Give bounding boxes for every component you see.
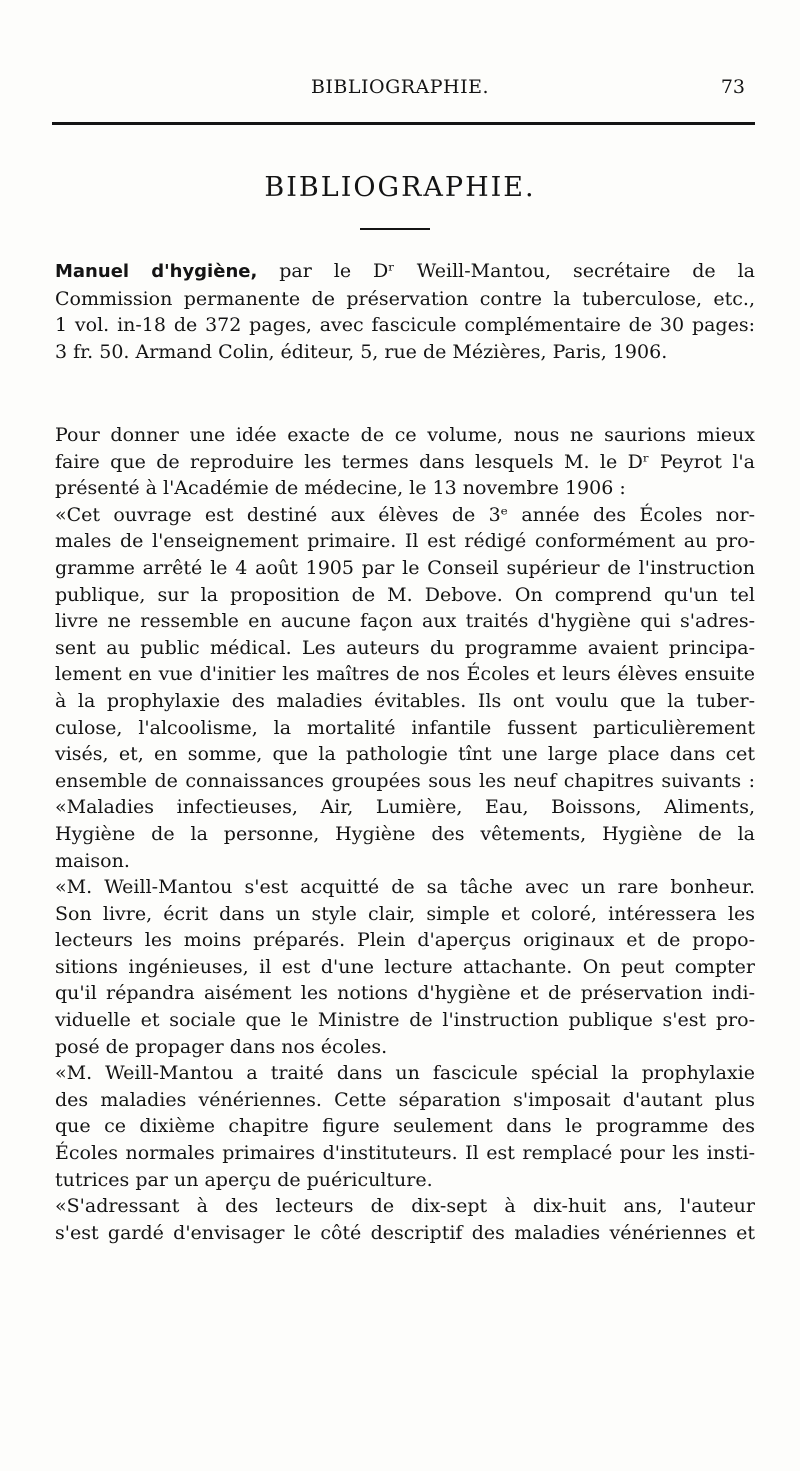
text-line: qu'il répandra aisément les notions d'hygiène et de préservation indi- (55, 982, 755, 1005)
text-line: «M. Weill-Mantou a traité dans un fascicule spécial la prophylaxie (55, 1062, 755, 1085)
text-line: livre ne ressemble en aucune façon aux traités d'hygiène qui s'adres- (55, 610, 755, 633)
bibliography-entry (55, 258, 755, 365)
text-line: publique, sur la proposition de M. Debove. On comprend qu'un tel (55, 583, 755, 606)
text-line: Écoles normales primaires d'instituteurs. Il est remplacé pour les insti- (55, 1142, 755, 1165)
text-line: ensemble de connaissances groupées sous les neuf chapitres suivants : (55, 769, 755, 792)
text-line: «M. Weill-Mantou s'est acquitté de sa tâche avec un rare bonheur. (55, 876, 755, 899)
text-line: Pour donner une idée exacte de ce volume, nous ne saurions mieux (55, 424, 755, 446)
text-line: lement en vue d'initier les maîtres de nos Écoles et leurs élèves ensuite (55, 663, 755, 686)
entry-line: Commission permanente de préservation contre la tuberculose, etc., (55, 287, 755, 310)
text-line: males de l'enseignement primaire. Il est rédigé conformément au pro- (55, 530, 755, 553)
text-line: sent au public médical. Les auteurs du programme avaient principa- (55, 636, 755, 659)
entry-title: Manuel d'hygiène, (55, 261, 258, 282)
page-number: 73 (720, 76, 745, 98)
text-line: posé de propager dans nos écoles. (55, 1035, 388, 1058)
text-line: Hygiène de la personne, Hygiène des vêtements, Hygiène de la (55, 822, 755, 845)
entry-line: 3 fr. 50. Armand Colin, éditeur, 5, rue de Mézières, Paris, 1906. (55, 340, 668, 363)
text-line: présenté à l'Académie de médecine, le 13 novembre 1906 : (55, 477, 626, 500)
section-title: BIBLIOGRAPHIE. (264, 172, 536, 203)
text-line: sitions ingénieuses, il est d'une lecture attachante. On peut compter (55, 955, 755, 978)
entry-line: 1 vol. in-18 de 372 pages, avec fascicule complémentaire de 30 pages: (55, 314, 755, 337)
text-line: des maladies vénériennes. Cette séparation s'imposait d'autant plus (55, 1088, 755, 1111)
text-line: «Maladies infectieuses, Air, Lumière, Eau, Boissons, Aliments, (55, 796, 755, 819)
text-line: «S'adressant à des lecteurs de dix-sept à dix-huit ans, l'auteur (55, 1195, 755, 1218)
text-line: que ce dixième chapitre figure seulement dans le programme des (55, 1115, 755, 1138)
running-head (0, 76, 800, 106)
title-rule (360, 228, 430, 230)
text-line: visés, et, en somme, que la pathologie tînt une large place dans cet (55, 743, 755, 766)
text-line: «Cet ouvrage est destiné aux élèves de 3ᵉ année des Écoles nor- (55, 503, 755, 526)
text-line: culose, l'alcoolisme, la mortalité infantile fussent particulièrement (55, 716, 755, 739)
entry-line-text: par le Dʳ Weill-Mantou, secrétaire de la (257, 260, 755, 282)
text-line: gramme arrêté le 4 août 1905 par le Conseil supérieur de l'instruction (55, 556, 755, 579)
text-line: à la prophylaxie des maladies évitables. Ils ont voulu que la tuber- (55, 689, 755, 712)
text-line: s'est gardé d'envisager le côté descriptif des maladies vénériennes et (55, 1221, 755, 1244)
entry-line (55, 258, 755, 286)
text-line: faire que de reproduire les termes dans lesquels M. le Dʳ Peyrot l'a (55, 450, 755, 473)
text-line: viduelle et sociale que le Ministre de l'instruction publique s'est pro- (55, 1009, 755, 1032)
review-body (55, 422, 755, 1246)
text-line: maison. (55, 849, 130, 872)
text-line: lecteurs les moins préparés. Plein d'aperçus originaux et de propo- (55, 929, 755, 952)
text-line: Son livre, écrit dans un style clair, simple et coloré, intéressera les (55, 902, 755, 925)
text-line: tutrices par un aperçu de puériculture. (55, 1168, 433, 1191)
running-title: BIBLIOGRAPHIE. (310, 76, 490, 98)
header-rule (52, 122, 755, 125)
